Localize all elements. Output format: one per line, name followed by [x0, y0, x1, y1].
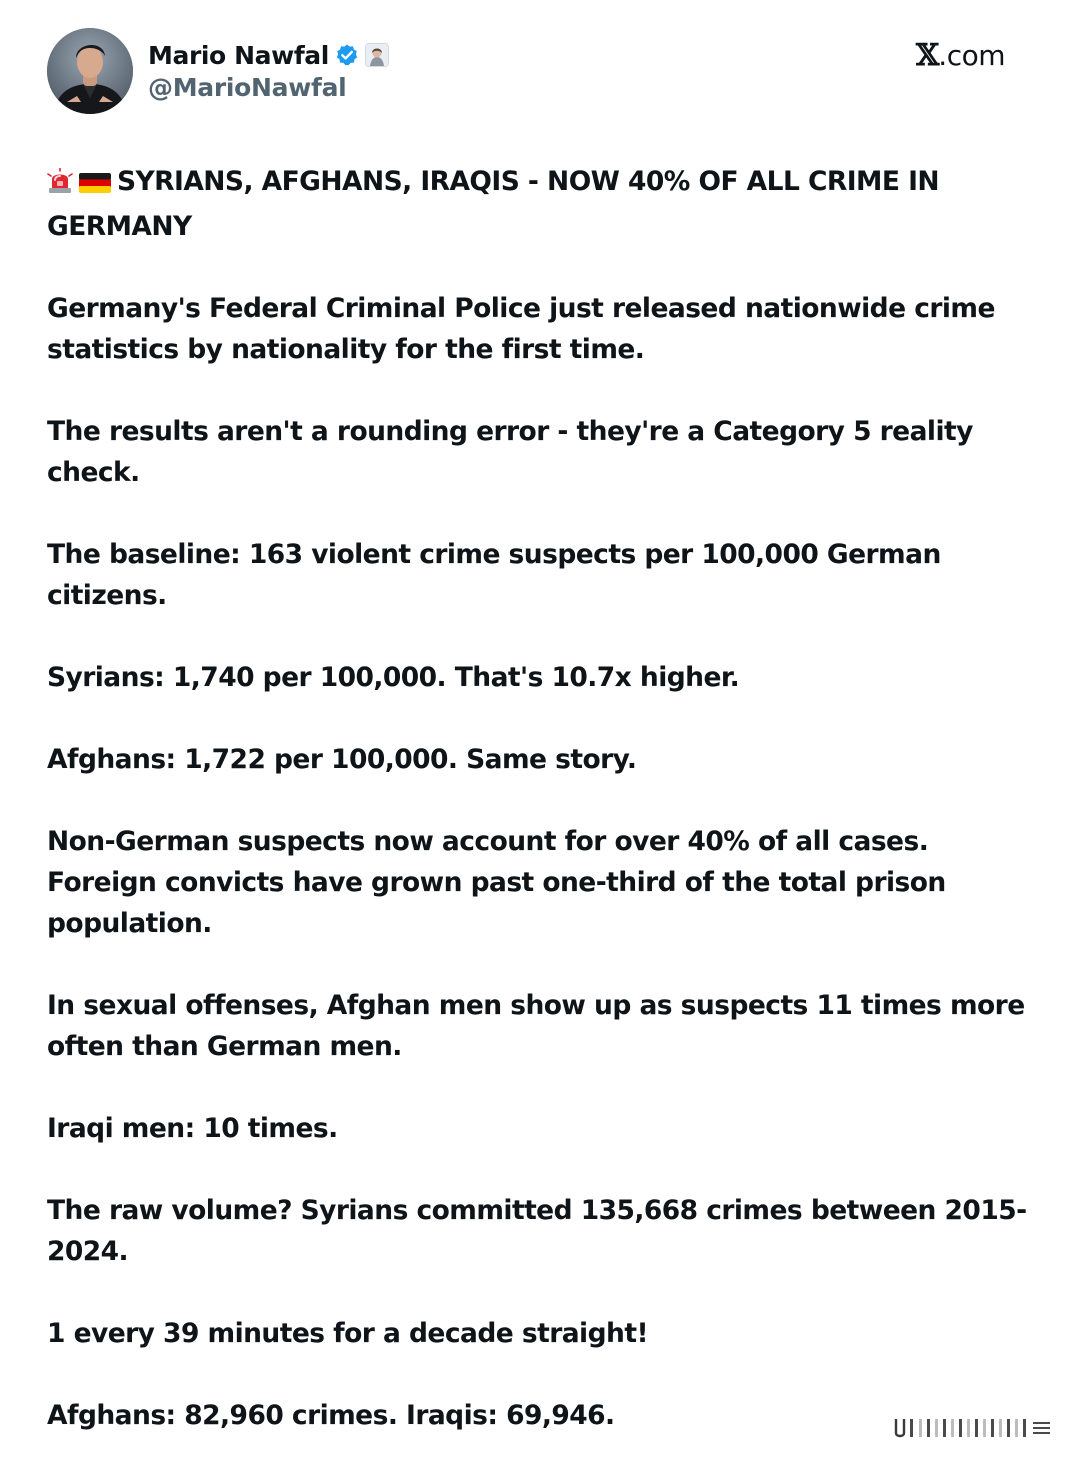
tweet-paragraph: Non-German suspects now account for over 40% of all cases. Foreign convicts have grown past one-third of the total prison population.	[47, 826, 946, 939]
tweet-header	[47, 28, 1047, 118]
tweet-paragraph: Afghans: 1,722 per 100,000. Same story.	[47, 744, 637, 776]
author-display-name[interactable]: Mario Nawfal	[148, 40, 329, 70]
author-name-row	[148, 38, 389, 72]
tweet-paragraph: The baseline: 163 violent crime suspects per 100,000 German citizens.	[47, 538, 941, 611]
site-domain-text: .com	[938, 39, 1005, 72]
tweet-paragraph: Germany's Federal Criminal Police just released nationwide crime statistics by nationality for the first time.	[47, 292, 995, 365]
tweet-paragraph: Iraqi men: 10 times.	[47, 1113, 338, 1145]
x-com-logo	[916, 38, 1005, 73]
affiliate-badge-icon[interactable]	[365, 43, 389, 67]
tweet-paragraph: 1 every 39 minutes for a decade straight!	[47, 1318, 648, 1350]
tweet-paragraph: Syrians: 1,740 per 100,000. That's 10.7x higher.	[47, 661, 740, 693]
police-light-emoji	[47, 166, 73, 207]
tweet-paragraph: In sexual offenses, Afghan men show up as suspects 11 times more often than German men.	[47, 990, 1025, 1062]
tweet-headline	[47, 162, 1037, 248]
tweet-headline-text: SYRIANS, AFGHANS, IRAQIS - NOW 40% OF ALL CRIME IN GERMANY	[47, 166, 940, 242]
germany-flag-emoji	[79, 166, 111, 207]
tweet-paragraph: The raw volume? Syrians committed 135,668 crimes between 2015-2024.	[47, 1195, 1027, 1268]
x-logo-icon: 𝕏	[916, 38, 939, 73]
tweet-paragraph: The results aren't a rounding error - they're a Category 5 reality check.	[47, 415, 973, 488]
author-handle[interactable]: @MarioNawfal	[148, 73, 347, 102]
verified-checkmark-icon[interactable]	[335, 43, 359, 67]
tweet-text	[47, 162, 1037, 1437]
author-avatar[interactable]	[47, 28, 133, 114]
tweet-paragraph: Afghans: 82,960 crimes. Iraqis: 69,946.	[47, 1400, 615, 1432]
watermark-logo	[892, 1415, 1056, 1441]
